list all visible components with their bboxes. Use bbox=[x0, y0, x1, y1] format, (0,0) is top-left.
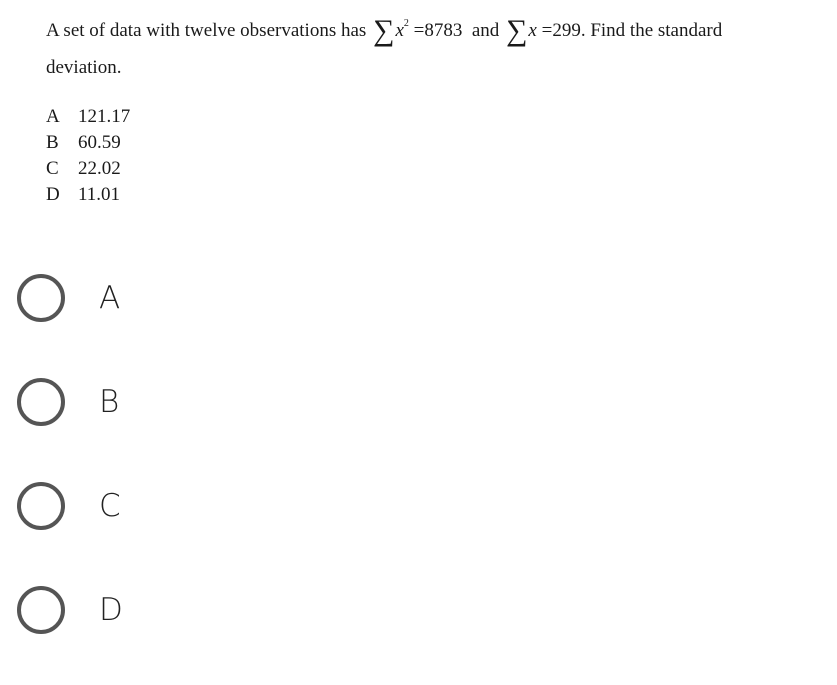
answer-options-list bbox=[46, 104, 130, 208]
option-letter: B bbox=[46, 132, 59, 153]
choice-label-d: D bbox=[99, 592, 123, 628]
option-row-a bbox=[46, 104, 130, 130]
answer-choices bbox=[17, 269, 123, 685]
question-intro: A set of data with twelve observations has bbox=[46, 20, 367, 41]
option-letter: C bbox=[46, 158, 59, 179]
option-letter: D bbox=[46, 184, 60, 205]
choice-label-b: B bbox=[99, 384, 120, 420]
question-line-2: deviation. bbox=[46, 57, 122, 78]
radio-button-c[interactable] bbox=[17, 482, 65, 530]
sigma-symbol: ∑ bbox=[373, 14, 395, 47]
radio-button-a[interactable] bbox=[17, 274, 65, 322]
and-text: and bbox=[471, 20, 500, 41]
sum-of-squares-value: =8783 bbox=[413, 20, 463, 41]
choice-label-c: C bbox=[99, 488, 121, 524]
option-value: 121.17 bbox=[78, 106, 131, 127]
choice-a[interactable] bbox=[17, 269, 123, 327]
sum-value: =299 bbox=[541, 20, 581, 41]
option-letter: A bbox=[46, 106, 60, 127]
question-text bbox=[46, 14, 831, 85]
option-value: 60.59 bbox=[78, 132, 121, 153]
choice-d[interactable] bbox=[17, 581, 123, 639]
radio-button-b[interactable] bbox=[17, 378, 65, 426]
sigma-symbol: ∑ bbox=[506, 14, 528, 47]
option-value: 22.02 bbox=[78, 158, 121, 179]
option-row-d bbox=[46, 182, 130, 208]
choice-label-a: A bbox=[99, 280, 121, 316]
option-row-c bbox=[46, 156, 130, 182]
math-variable-x: x bbox=[395, 20, 404, 41]
question-prompt: . Find the standard bbox=[580, 20, 723, 41]
math-variable-x: x bbox=[528, 20, 537, 41]
option-value: 11.01 bbox=[78, 184, 121, 205]
choice-b[interactable] bbox=[17, 373, 123, 431]
exponent: 2 bbox=[403, 18, 409, 29]
question-line-1 bbox=[46, 14, 831, 51]
radio-button-d[interactable] bbox=[17, 586, 65, 634]
choice-c[interactable] bbox=[17, 477, 123, 535]
option-row-b bbox=[46, 130, 130, 156]
